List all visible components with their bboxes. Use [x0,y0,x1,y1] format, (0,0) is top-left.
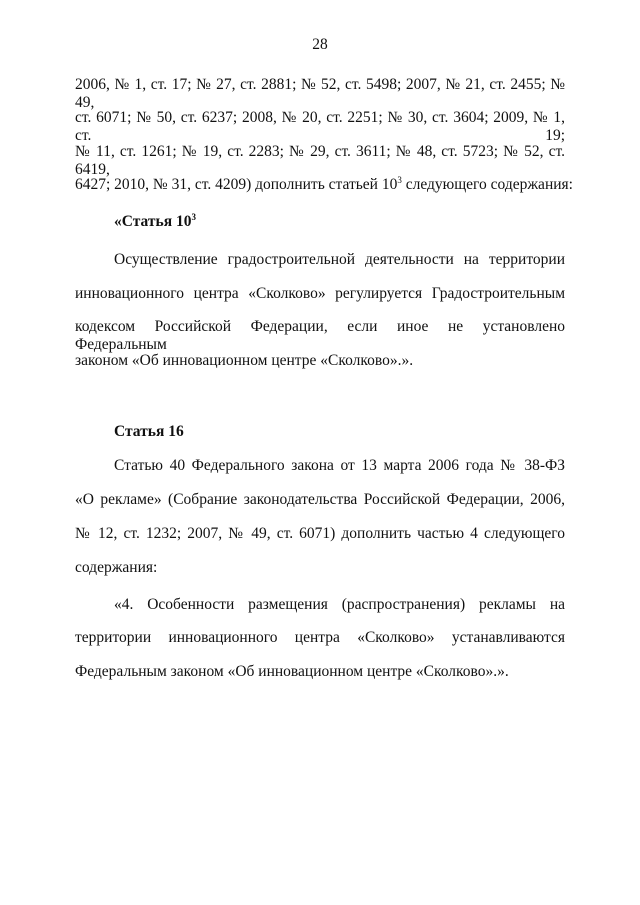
text-line: № 12, ст. 1232; 2007, № 49, ст. 6071) дополнить частью 4 следующего [75,525,565,542]
text-line: содержания: [75,559,158,576]
article-heading [114,213,565,231]
superscript: 3 [397,175,402,185]
text-line [75,175,573,194]
article-heading: Статья 16 [114,423,184,440]
text-line: Федеральным законом «Об инновационном центре «Сколково».». [75,663,509,680]
text: 6427; 2010, № 31, ст. 4209) дополнить статьей 10 [75,176,398,193]
text: следующего содержания: [401,176,573,193]
text-line: 2006, № 1, ст. 17; № 27, ст. 2881; № 52, ст. 5498; 2007, № 21, ст. 2455; № 49, [75,76,565,111]
text-line: № 11, ст. 1261; № 19, ст. 2283; № 29, ст. 3611; № 48, ст. 5723; № 52, ст. 6419, [75,143,565,178]
text-line: Осуществление градостроительной деятельности на территории [114,251,565,268]
text-line: территории инновационного центра «Сколково» устанавливаются [75,629,565,646]
heading-text: «Статья 10 [114,213,192,230]
text-line: «4. Особенности размещения (распространения) рекламы на [114,596,565,613]
page-number: 28 [312,36,328,53]
text-line: «О рекламе» (Собрание законодательства Российской Федерации, 2006, [75,491,565,508]
text-line: кодексом Российской Федерации, если иное не установлено Федеральным [75,318,565,353]
text-line: Статью 40 Федерального закона от 13 марта 2006 года № 38-ФЗ [114,457,565,474]
text-line: инновационного центра «Сколково» регулируется Градостроительным [75,285,565,302]
text-line: ст. 6071; № 50, ст. 6237; 2008, № 20, ст. 2251; № 30, ст. 3604; 2009, № 1, ст. 19; [75,109,565,144]
text-line: законом «Об инновационном центре «Сколково».». [75,352,414,369]
superscript: 3 [191,212,196,222]
